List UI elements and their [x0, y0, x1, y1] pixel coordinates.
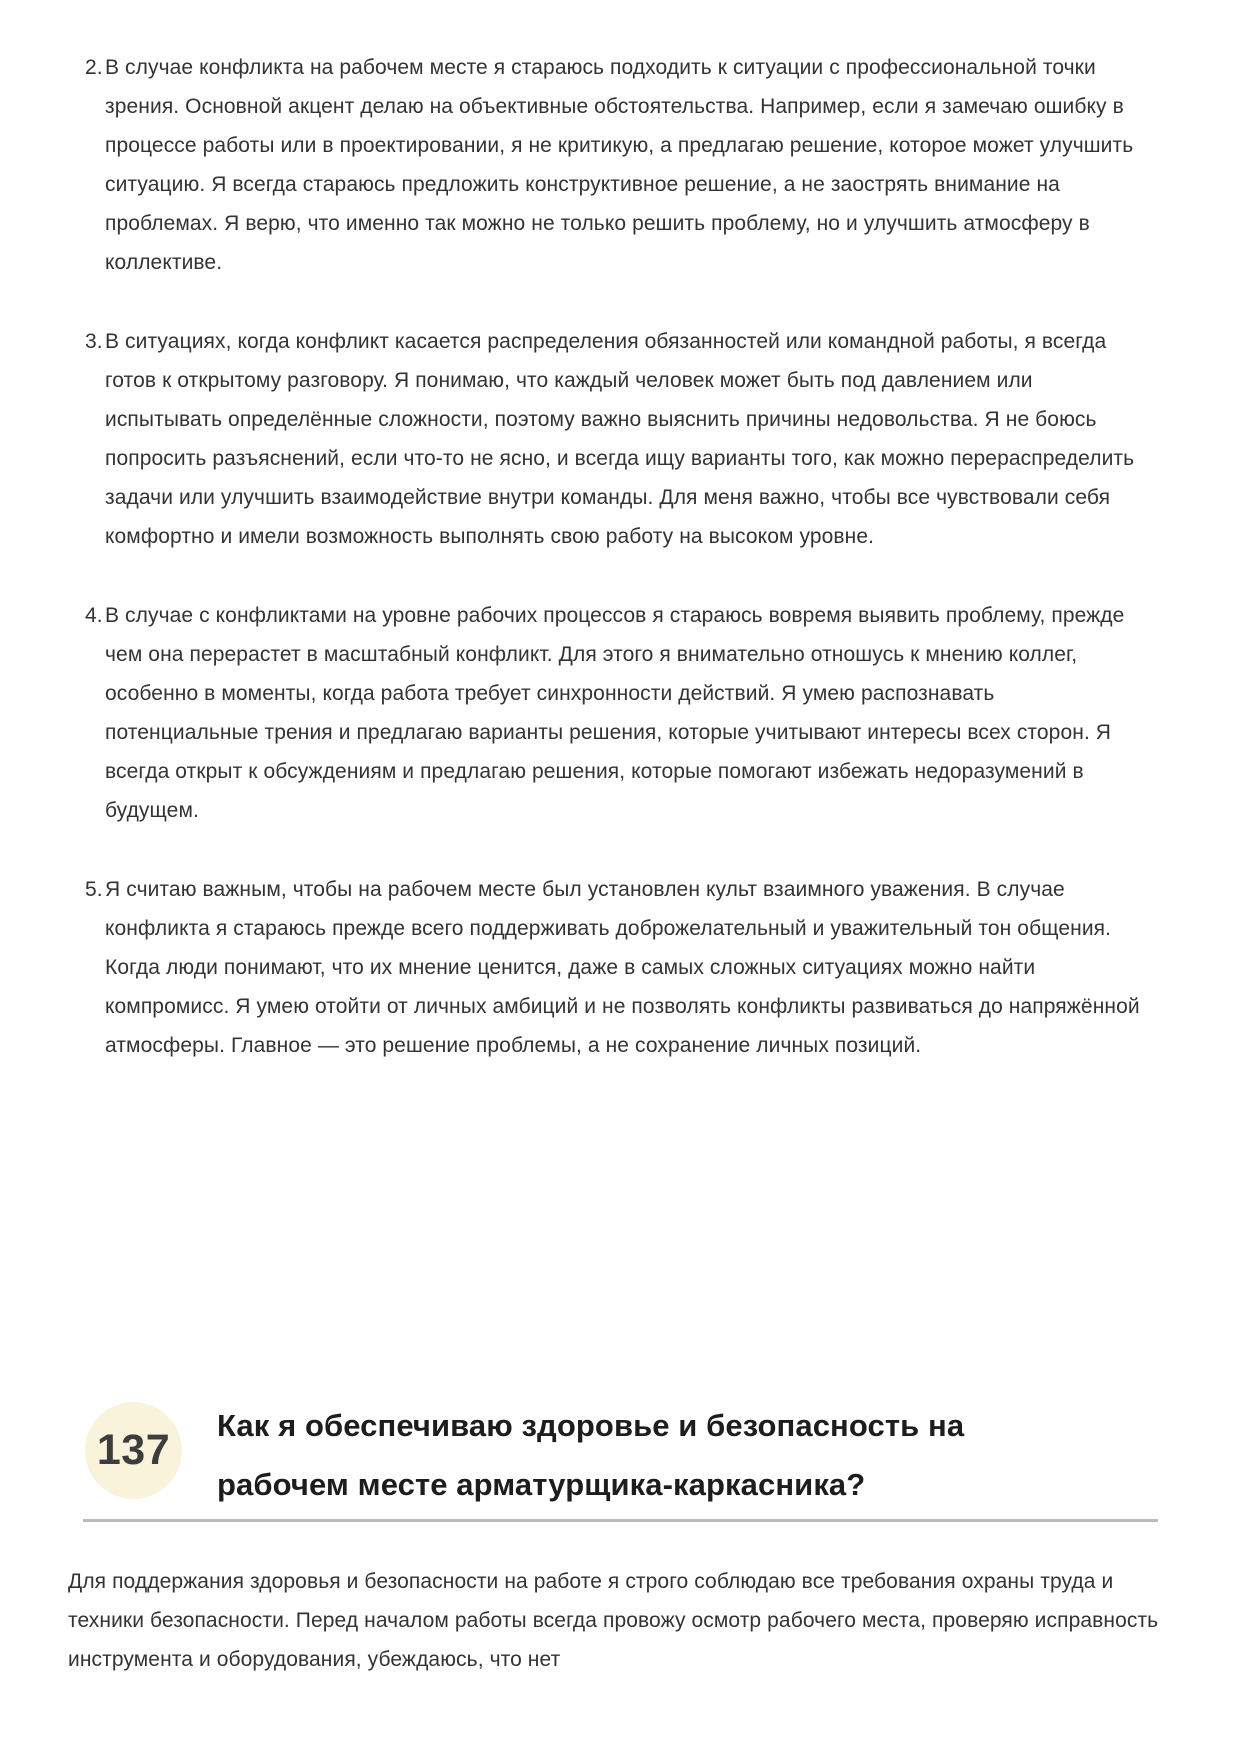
list-item-number: 4.	[85, 604, 103, 627]
list-item-text: В случае конфликта на рабочем месте я стараюсь подходить к ситуации с профессиональной точки зрения. Основной акцент делаю на объективные обстоятельства. Например, если я замечаю ошибку в процессе работы или в проектировании, я не критикую, а предлагаю решение, которое может улучшить ситуацию. Я всегда стараюсь предложить конструктивное решение, а не заострять внимание на проблемах. Я верю, что именно так можно не только решить проблему, но и улучшить атмосферу в коллективе.	[105, 56, 1134, 274]
list-item	[85, 596, 1147, 830]
list-item-text: В случае с конфликтами на уровне рабочих процессов я стараюсь вовремя выявить проблему, прежде чем она перерастет в масштабный конфликт. Для этого я внимательно отношусь к мнению коллег, особенно в моменты, когда работа требует синхронности действий. Я умею распознавать потенциальные трения и предлагаю варианты решения, которые учитывают интересы всех сторон. Я всегда открыт к обсуждениям и предлагаю решения, которые помогают избежать недоразумений в будущем.	[105, 604, 1125, 822]
list-item	[85, 870, 1147, 1065]
list-item	[85, 48, 1147, 282]
question-number: 137	[96, 1426, 171, 1474]
list-item-text: Я считаю важным, чтобы на рабочем месте был установлен культ взаимного уважения. В случае конфликта я стараюсь прежде всего поддерживать доброжелательный и уважительный тон общения. Когда люди понимают, что их мнение ценится, даже в самых сложных ситуациях можно найти компромисс. Я умею отойти от личных амбиций и не позволять конфликты развиваться до напряжённой атмосферы. Главное — это решение проблемы, а не сохранение личных позиций.	[105, 878, 1140, 1057]
list-item-number: 2.	[85, 56, 103, 79]
question-section	[83, 1396, 1158, 1522]
section-divider	[83, 1519, 1158, 1522]
question-title: Как я обеспечиваю здоровье и безопасность на рабочем месте арматурщика-каркасника?	[217, 1408, 965, 1502]
list-item	[85, 322, 1147, 556]
question-number-badge	[85, 1402, 182, 1499]
list-item-number: 3.	[85, 330, 103, 353]
numbered-list	[85, 48, 1147, 1105]
answer-paragraph: Для поддержания здоровья и безопасности на работе я строго соблюдаю все требования охраны труда и техники безопасности. Перед началом работы всегда провожу осмотр рабочего места, проверяю исправность инструмента и оборудования, убеждаюсь, что нет	[68, 1570, 1159, 1671]
list-item-number: 5.	[85, 878, 103, 901]
list-item-text: В ситуациях, когда конфликт касается распределения обязанностей или командной работы, я всегда готов к открытому разговору. Я понимаю, что каждый человек может быть под давлением или испытывать определённые сложности, поэтому важно выяснить причины недовольства. Я не боюсь попросить разъяснений, если что-то не ясно, и всегда ищу варианты того, как можно перераспределить задачи или улучшить взаимодействие внутри команды. Для меня важно, чтобы все чувствовали себя комфортно и имели возможность выполнять свою работу на высоком уровне.	[105, 330, 1135, 548]
